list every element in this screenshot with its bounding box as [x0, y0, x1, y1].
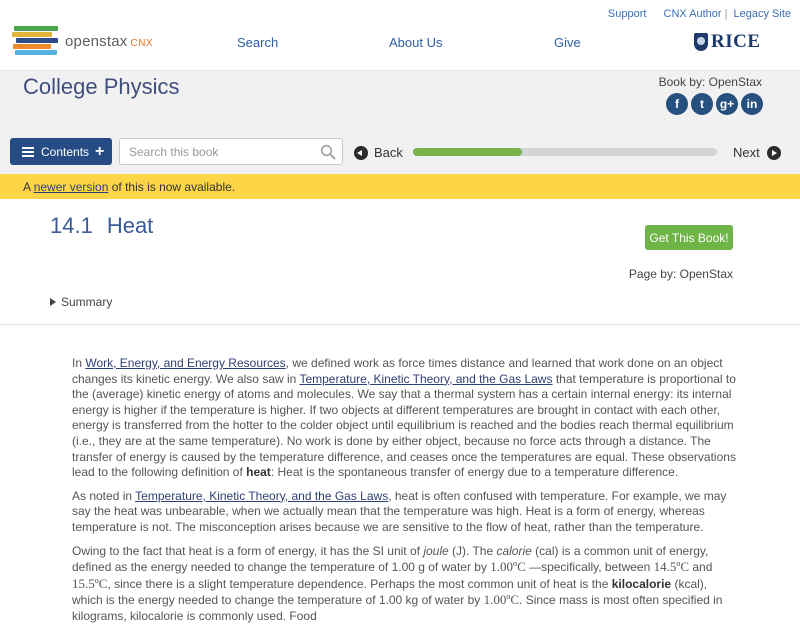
book-header: [0, 70, 800, 174]
book-title[interactable]: College Physics: [23, 74, 180, 99]
search-icon[interactable]: [320, 144, 336, 160]
temperature-gas-laws-link-2[interactable]: Temperature, Kinetic Theory, and the Gas Laws: [135, 488, 389, 503]
contents-button[interactable]: Contents +: [10, 138, 112, 165]
page-header: [0, 199, 800, 325]
rice-logo[interactable]: RICE: [694, 32, 761, 52]
legacy-site-link[interactable]: Legacy Site: [733, 8, 791, 20]
social-share: [666, 93, 763, 115]
page-body: [72, 356, 738, 633]
section-title: 14.1 Heat: [50, 213, 154, 238]
facebook-icon[interactable]: f: [666, 93, 688, 115]
openstax-logo[interactable]: [12, 26, 172, 54]
reading-progress: [413, 148, 717, 156]
nav-search[interactable]: Search: [237, 35, 279, 50]
get-this-book-button[interactable]: Get This Book!: [645, 225, 733, 250]
page-author: Page by: OpenStax: [628, 267, 733, 281]
site-header: [0, 0, 800, 70]
paragraph-2: As noted in Temperature, Kinetic Theory, and the Gas Laws, heat is often confused with temperature. For example, we may say the heat was unbearable, when we actually mean that the temperature was high. Heat is a form of energy, whereas temperature is not. The misconception arises because we are sensitive to the flow of heat, rather than the temperature.: [72, 488, 727, 534]
support-link[interactable]: Support: [607, 8, 647, 20]
list-icon: [22, 147, 34, 157]
paragraph-1: In Work, Energy, and Energy Resources, we defined work as force times distance and learned that work done on an object changes its kinetic energy. We also saw in Temperature, Kinetic Theory, and the Gas Laws that temperature is proportional to the (average) kinetic energy of atoms and molecules. We say that a thermal system has a certain internal energy: its internal energy is higher if the temperature is higher. If two objects at different temperatures are brought in contact with each other, energy is transferred from the hotter to the colder object until equilibrium is reached and the bodies reach thermal equilibrium (i.e., they are at the same temperature). No work is done by either object, because no force acts through a distance. The transfer of energy is caused by the temperature difference, and ceases once the temperatures are equal. These observations lead to the following definition of heat: Heat is the spontaneous transfer of energy due to a temperature difference.: [72, 356, 736, 480]
summary-toggle[interactable]: Summary: [50, 295, 112, 309]
book-author: Book by: OpenStax: [658, 75, 762, 89]
book-search-input[interactable]: [120, 139, 310, 164]
google-plus-icon[interactable]: g+: [716, 93, 738, 115]
temperature-gas-laws-link[interactable]: Temperature, Kinetic Theory, and the Gas Laws: [299, 371, 553, 386]
next-arrow-icon: [767, 146, 781, 160]
paragraph-3: Owing to the fact that heat is a form of energy, it has the SI unit of joule (J). The calorie (cal) is a common unit of energy, defined as the energy needed to change the temperature of 1.00 g of water by 1.00ºC —specifically, between 14.5ºC and 15.5ºC, since there is a slight temperature dependence. Perhaps the most common unit of heat is the kilocalorie (kcal), which is the energy needed to change the temperature of 1.00 kg of water by 1.00ºC. Since mass is most often specified in kilograms, kilocalorie is commonly used. Food: [72, 543, 723, 623]
version-notice: A newer version of this is now available.: [0, 174, 800, 199]
linkedin-icon[interactable]: in: [741, 93, 763, 115]
book-search: [119, 138, 343, 165]
twitter-icon[interactable]: t: [691, 93, 713, 115]
nav-give[interactable]: Give: [554, 35, 581, 50]
logo-text: openstax CNX: [65, 33, 154, 50]
books-stack-icon: [12, 26, 60, 54]
back-arrow-icon: [354, 146, 368, 160]
cnx-author-link[interactable]: CNX Author: [663, 8, 722, 20]
back-button[interactable]: Back: [354, 145, 403, 160]
utility-links: Support CNX Author | Legacy Site: [607, 8, 791, 20]
newer-version-link[interactable]: newer version: [33, 180, 109, 194]
reading-progress-fill: [413, 148, 522, 156]
next-button[interactable]: Next: [733, 145, 781, 160]
plus-icon: +: [95, 142, 105, 160]
work-energy-link[interactable]: Work, Energy, and Energy Resources: [85, 356, 286, 370]
disclosure-triangle-icon: [50, 298, 56, 306]
nav-about-us[interactable]: About Us: [389, 35, 443, 50]
rice-shield-icon: [694, 33, 708, 51]
